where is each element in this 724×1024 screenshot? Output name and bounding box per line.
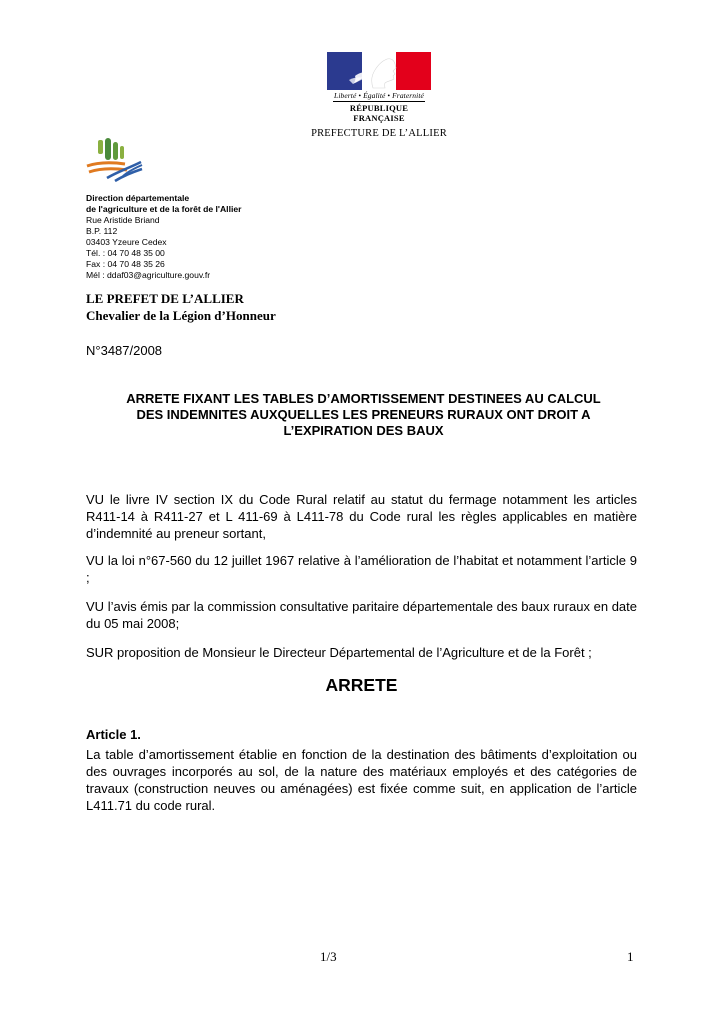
page-counter: 1/3: [320, 949, 337, 964]
marianne-flag-icon: [327, 52, 431, 90]
address-line: B.P. 112: [86, 226, 118, 236]
vu-paragraph: VU le livre IV section IX du Code Rural relatif au statut du fermage notamment les articles R411-14 à R411-27 et L 411-69 à L411-78 du Code rural les règles applicables en matière d’indemnité au preneur sortant,: [86, 492, 637, 541]
prefet-distinction: Chevalier de la Légion d’Honneur: [86, 308, 276, 323]
prefet-title: LE PREFET DE L’ALLIER: [86, 291, 244, 306]
email-line: Mél : ddaf03@agriculture.gouv.fr: [86, 270, 211, 280]
fax-line: Fax : 04 70 48 35 26: [86, 259, 165, 269]
address-line: 03403 Yzeure Cedex: [86, 237, 167, 247]
republique-francaise-logo: [327, 52, 431, 123]
phone-line: Tél. : 04 70 48 35 00: [86, 248, 165, 258]
page-number: 1: [627, 949, 634, 964]
vu-paragraph: VU la loi n°67-560 du 12 juillet 1967 relative à l’amélioration de l’habitat et notamment l’article 9 ;: [86, 553, 637, 585]
address-line: de l'agriculture et de la forêt de l'Allier: [86, 204, 242, 214]
decree-title-line: L’EXPIRATION DES BAUX: [283, 423, 444, 438]
decree-title-line: DES INDEMNITES AUXQUELLES LES PRENEURS RURAUX ONT DROIT A: [136, 407, 591, 422]
ddaf-logo-icon: [85, 138, 143, 182]
article-text: La table d’amortissement établie en fonction de la destination des bâtiments d’exploitation ou des ouvrages incorporés au sol, de la nature des matériaux employés et des catégories de travaux (construction neuves ou aménagées) est fixée comme suit, en application de l’article L411.71 du code rural.: [86, 747, 637, 813]
decree-number: N°3487/2008: [86, 343, 163, 358]
address-line: Direction départementale: [86, 193, 190, 203]
logo-motto: Liberté • Égalité • Fraternité: [334, 91, 424, 100]
decree-title-line: ARRETE FIXANT LES TABLES D’AMORTISSEMENT DESTINEES AU CALCUL: [126, 391, 601, 406]
article-heading: Article 1.: [86, 727, 141, 742]
arrete-heading: ARRETE: [325, 675, 398, 695]
sur-paragraph: SUR proposition de Monsieur le Directeur Départemental de l’Agriculture et de la Forêt ;: [86, 645, 592, 660]
vu-paragraph: VU l’avis émis par la commission consultative paritaire départementale des baux ruraux en date du 05 mai 2008;: [86, 599, 637, 631]
decree-title: [86, 391, 641, 439]
prefecture-header: PREFECTURE DE L’ALLIER: [311, 128, 447, 139]
logo-name: RÉPUBLIQUE FRANÇAISE: [349, 103, 409, 123]
logo-divider: [333, 101, 425, 102]
address-line: Rue Aristide Briand: [86, 215, 160, 225]
